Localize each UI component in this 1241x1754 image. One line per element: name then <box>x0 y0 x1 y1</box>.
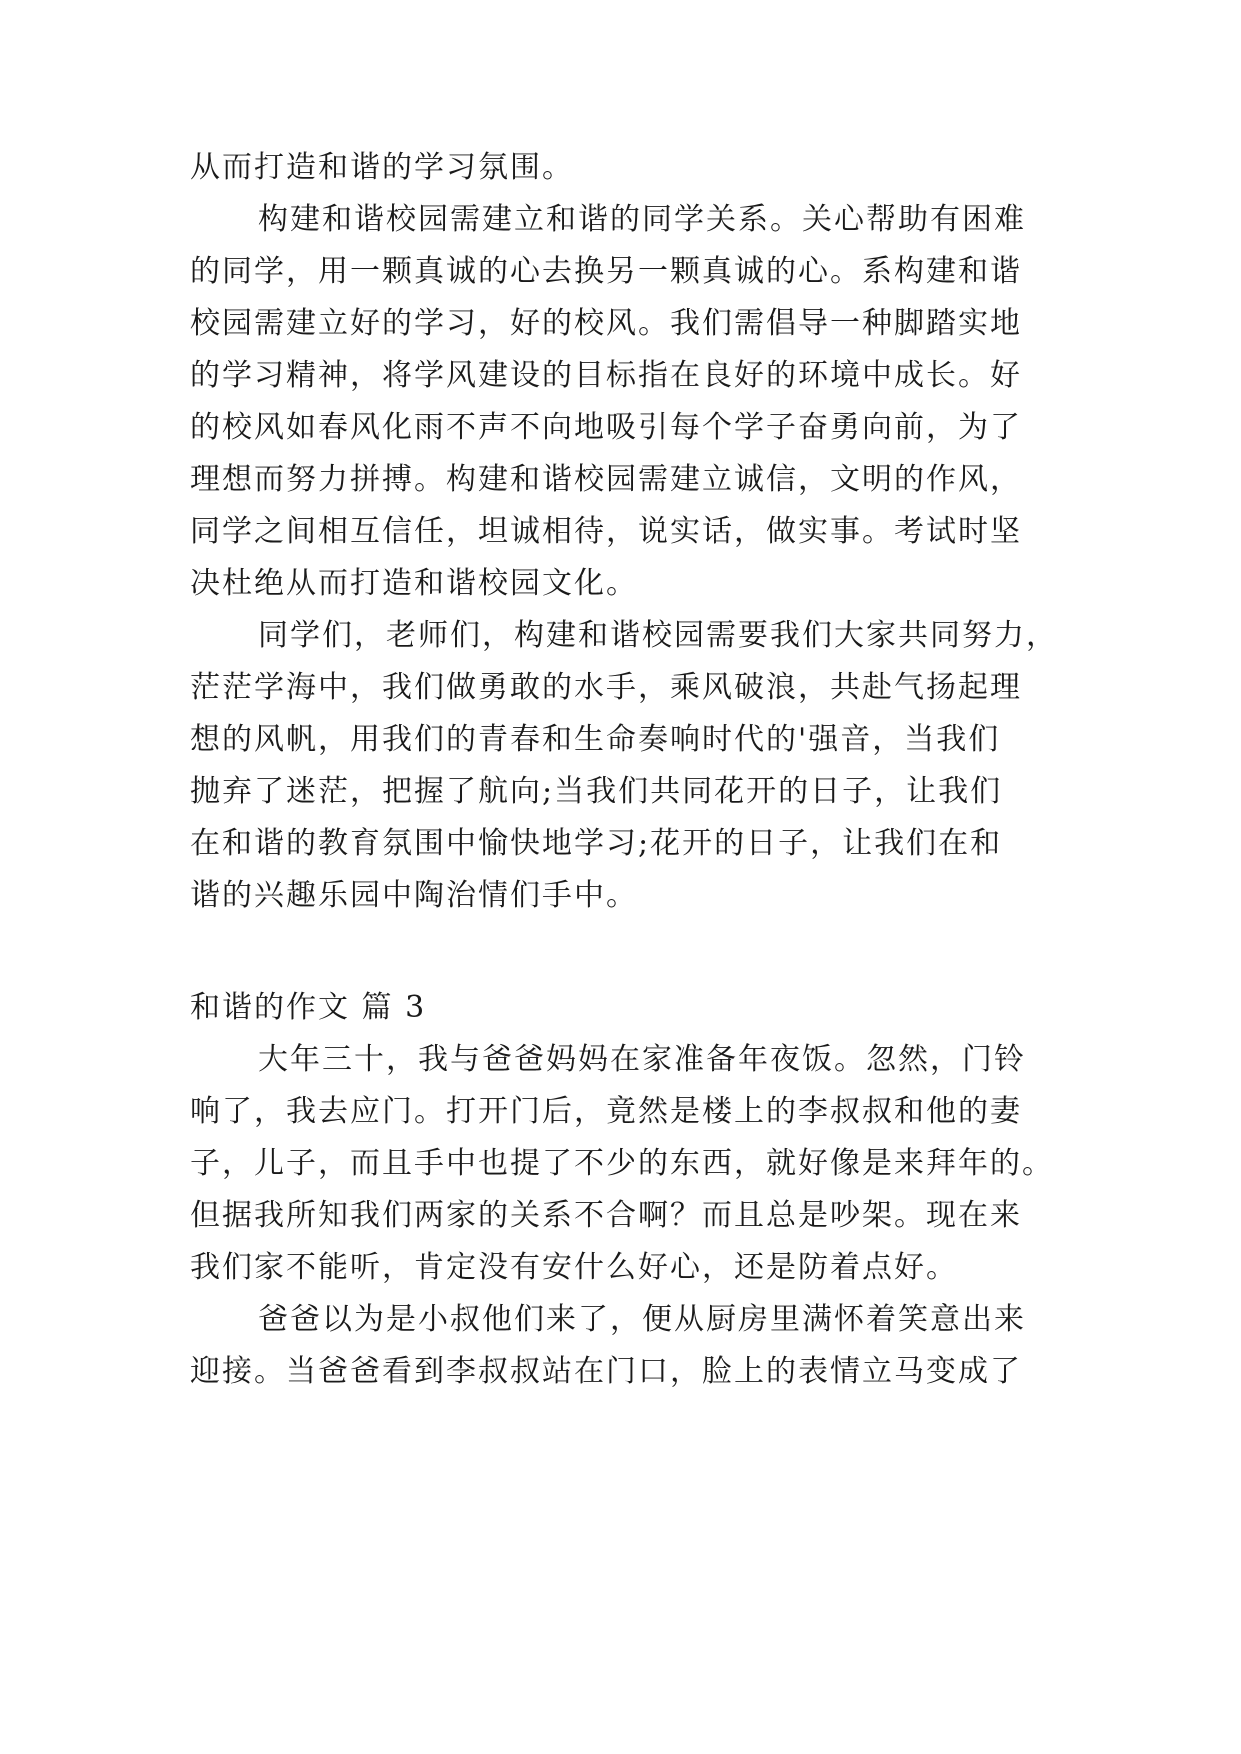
text-line: 从而打造和谐的学习氛围。 <box>190 150 574 185</box>
text-line: 同学之间相互信任，坦诚相待，说实话，做实事。考试时坚 <box>190 514 1022 549</box>
text-line: 谐的兴趣乐园中陶治情们手中。 <box>190 878 638 913</box>
paragraph-first-line: 同学们，老师们，构建和谐校园需要我们大家共同努力， <box>258 618 1058 653</box>
text-line: 在和谐的教育氛围中愉快地学习;花开的日子，让我们在和 <box>190 826 1003 861</box>
text-line: 茫茫学海中，我们做勇敢的水手，乘风破浪，共赴气扬起理 <box>190 670 1022 705</box>
text-line: 的同学，用一颗真诚的心去换另一颗真诚的心。系构建和谐 <box>190 254 1022 289</box>
text-line: 响了，我去应门。打开门后，竟然是楼上的李叔叔和他的妻 <box>190 1094 1022 1129</box>
paragraph-first-line: 大年三十，我与爸爸妈妈在家准备年夜饭。忽然，门铃 <box>258 1042 1026 1077</box>
section-heading: 和谐的作文 篇 3 <box>190 990 427 1025</box>
text-line: 抛弃了迷茫，把握了航向;当我们共同花开的日子，让我们 <box>190 774 1003 809</box>
text-line: 决杜绝从而打造和谐校园文化。 <box>190 566 638 601</box>
text-line: 的校风如春风化雨不声不向地吸引每个学子奋勇向前，为了 <box>190 410 1022 445</box>
text-line: 的学习精神，将学风建设的目标指在良好的环境中成长。好 <box>190 358 1022 393</box>
text-line: 我们家不能听，肯定没有安什么好心，还是防着点好。 <box>190 1250 958 1285</box>
text-line: 想的风帆，用我们的青春和生命奏响时代的'强音，当我们 <box>190 722 1001 757</box>
paragraph-first-line: 构建和谐校园需建立和谐的同学关系。关心帮助有困难 <box>258 202 1026 237</box>
paragraph-first-line: 爸爸以为是小叔他们来了，便从厨房里满怀着笑意出来 <box>258 1302 1026 1337</box>
text-line: 校园需建立好的学习，好的校风。我们需倡导一种脚踏实地 <box>190 306 1022 341</box>
text-line: 子，儿子，而且手中也提了不少的东西，就好像是来拜年的。 <box>190 1146 1054 1181</box>
text-line: 理想而努力拼搏。构建和谐校园需建立诚信，文明的作风， <box>190 462 1022 497</box>
text-line: 但据我所知我们两家的关系不合啊？而且总是吵架。现在来 <box>190 1198 1022 1233</box>
text-line: 迎接。当爸爸看到李叔叔站在门口，脸上的表情立马变成了 <box>190 1354 1022 1389</box>
